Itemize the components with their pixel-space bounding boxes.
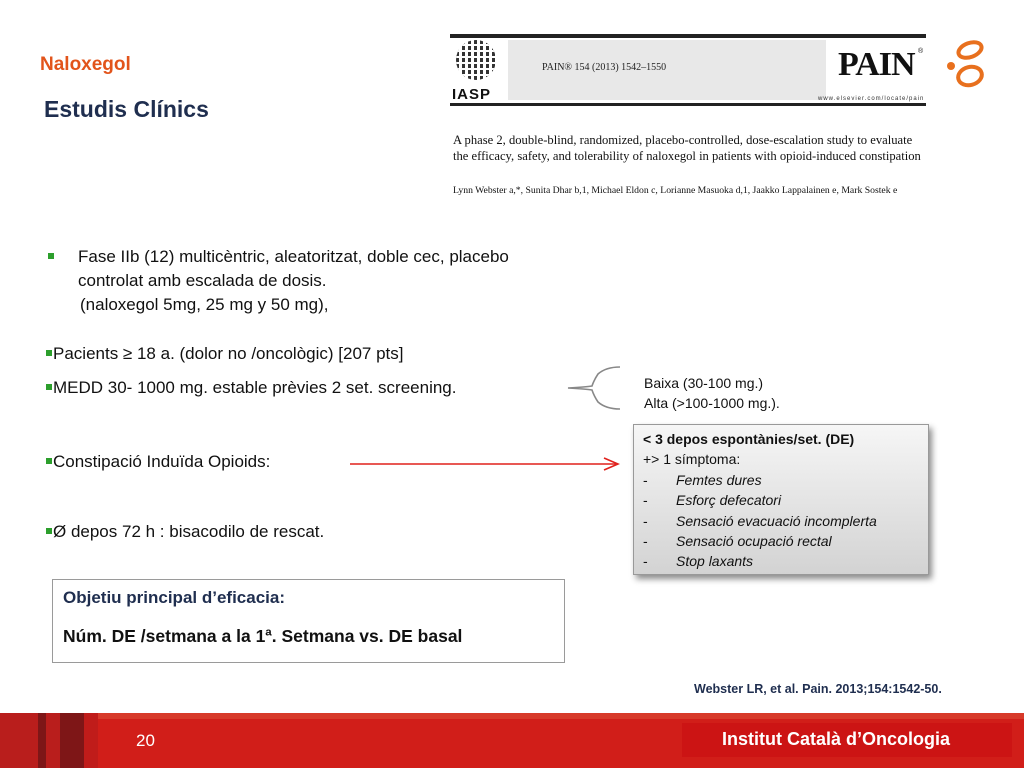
slide-title: Estudis Clínics (44, 96, 209, 122)
page-number: 20 (136, 731, 155, 750)
reference-citation: Webster LR, et al. Pain. 2013;154:1542-50. (694, 682, 942, 696)
criteria-heading: < 3 depos espontànies/set. (DE) (643, 431, 855, 447)
footer-stripe (0, 713, 38, 768)
ico-logo-icon (944, 40, 988, 92)
bullet-text: Fase IIb (12) multicèntric, aleatoritzat, doble cec, placebo controlat amb escalada de dosis. (78, 247, 509, 290)
objective-text: Núm. DE /setmana a la 1ª. Setmana vs. DE basal (63, 626, 463, 646)
divider (450, 34, 926, 38)
bullet-patients (46, 342, 403, 366)
journal-url: www.elsevier.com/locate/pain (818, 96, 925, 102)
article-title: A phase 2, double-blind, randomized, placebo-controlled, dose-escalation study to evaluate the efficacy, safety, and tolerability of naloxegol in patients with opioid-induced constipation (453, 133, 921, 163)
left-brace-icon (566, 364, 622, 412)
criteria-subheading: +> 1 símptoma: (643, 451, 741, 468)
arrow-right-icon (350, 455, 620, 475)
criteria-item: - Stop laxants (643, 553, 754, 570)
bullet-rescue (46, 520, 324, 544)
article-authors: Lynn Webster a,*, Sunita Dhar b,1, Michael Eldon c, Lorianne Masuoka d,1, Jaakko Lappalainen e, Mark Sostek e (453, 185, 898, 196)
bullet-square-icon (48, 253, 54, 259)
medd-low-range: Baixa (30-100 mg.) (644, 375, 764, 391)
medd-ranges (644, 373, 780, 413)
globe-icon (456, 40, 496, 80)
criteria-item: - Esforç defecatori (643, 492, 782, 509)
bullet-subtext: (naloxegol 5mg, 25 mg y 50 mg), (80, 295, 329, 314)
footer-bar (0, 713, 1024, 768)
institution-name: Institut Català d’Oncologia (722, 729, 951, 749)
journal-article-header (450, 34, 926, 214)
objective-title: Objetiu principal d’eficacia: (63, 588, 285, 607)
medd-high-range: Alta (>100-1000 mg.). (644, 395, 780, 411)
pain-journal-logo: PAIN (838, 46, 915, 83)
bullet-square-icon (46, 458, 52, 464)
criteria-item: - Sensació ocupació rectal (643, 533, 832, 550)
footer-stripe (38, 713, 46, 768)
footer-stripe (46, 713, 60, 768)
section-label: Naloxegol (40, 54, 131, 75)
bullet-medd (46, 376, 456, 400)
footer-stripe (60, 713, 84, 768)
criteria-item: - Femtes dures (643, 471, 762, 488)
footer-stripe (84, 713, 98, 768)
journal-citation: PAIN® 154 (2013) 1542–1550 (542, 62, 667, 73)
iasp-logo (450, 40, 506, 103)
bullet-square-icon (46, 350, 52, 356)
bullet-text: MEDD 30- 1000 mg. estable prèvies 2 set. screening. (53, 378, 457, 397)
registered-mark-icon: ® (918, 48, 924, 55)
primary-objective-box (52, 579, 565, 663)
criteria-item: - Sensació evacuació incomplerta (643, 512, 877, 529)
divider (450, 103, 926, 106)
bullet-text: Ø depos 72 h : bisacodilo de rescat. (53, 522, 325, 541)
bullet-constipation (46, 450, 270, 474)
footer-band (98, 713, 1024, 719)
constipation-criteria-box (633, 424, 929, 575)
iasp-logo-text: IASP (452, 86, 492, 103)
bullet-text: Constipació Induïda Opioids: (53, 452, 271, 471)
bullet-square-icon (46, 384, 52, 390)
bullet-text: Pacients ≥ 18 a. (dolor no /oncològic) [207 pts] (53, 344, 404, 363)
bullet-square-icon (46, 528, 52, 534)
